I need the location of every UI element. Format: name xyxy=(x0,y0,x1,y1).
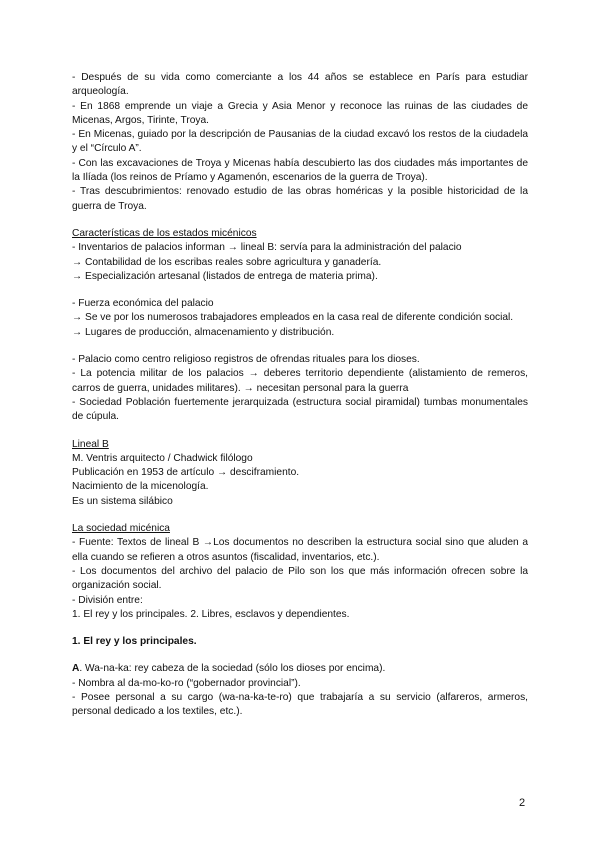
section-heading: Características de los estados micénicos xyxy=(72,227,257,239)
document-page xyxy=(72,71,528,720)
lineal-section xyxy=(72,438,528,509)
section-heading: La sociedad micénica xyxy=(72,523,170,535)
paragraph: - Nombra al da-mo-ko-ro (“gobernador provincial”). xyxy=(72,677,301,689)
paragraph: - Fuente: Textos de lineal B →Los documentos no describen la estructura social sino que aluden a ella cuando se refieren a otros asuntos (fiscalidad, inventarios, etc.). xyxy=(72,537,528,563)
paragraph: - Con las excavaciones de Troya y Micenas había descubierto las dos ciudades más importantes de la Ilíada (los reinos de Príamo y Agamenón, escenarios de la guerra de Troya). xyxy=(72,157,528,184)
paragraph: - División entre: xyxy=(72,594,143,606)
paragraph: - En 1868 emprende un viaje a Grecia y Asia Menor y reconoce las ruinas de las ciudades de Micenas, Argos, Tirinte, Troya. xyxy=(72,100,528,126)
paragraph: - La potencia militar de los palacios → deberes territorio dependiente (alistamiento de remeros, carros de guerra, unidades militares). → necesitan personal para la guerra xyxy=(72,368,528,394)
paragraph: - Inventarios de palacios informan → lineal B: servía para la administración del palacio xyxy=(72,242,462,254)
section-heading: Lineal B xyxy=(72,438,109,450)
page-number: 2 xyxy=(519,797,526,809)
paragraph: Publicación en 1953 de artículo → desciframiento. xyxy=(72,467,300,479)
paragraph: → Se ve por los numerosos trabajadores empleados en la casa real de diferente condición social. xyxy=(72,312,514,324)
paragraph: Es un sistema silábico xyxy=(72,495,173,507)
paragraph xyxy=(72,662,528,676)
item-text: . Wa-na-ka: rey cabeza de la sociedad (sólo los dioses por encima). xyxy=(79,663,386,675)
section-heading: 1. El rey y los principales. xyxy=(72,636,197,648)
sociedad-section xyxy=(72,522,528,622)
paragraph: - Palacio como centro religioso registros de ofrendas rituales para los dioses. xyxy=(72,354,420,366)
paragraph: - Sociedad Población fuertemente jerarquizada (estructura social piramidal) tumbas monumentales de cúpula. xyxy=(72,396,528,423)
paragraph: → Lugares de producción, almacenamiento y distribución. xyxy=(72,326,335,338)
paragraph: 1. El rey y los principales. 2. Libres, esclavos y dependientes. xyxy=(72,608,350,620)
paragraph: - Los documentos del archivo del palacio de Pilo son los que más información ofrecen sobre la organización social. xyxy=(72,565,528,592)
estados-section xyxy=(72,227,528,425)
paragraph: → Especialización artesanal (listados de entrega de materia prima). xyxy=(72,270,378,282)
paragraph: - En Micenas, guiado por la descripción de Pausanias de la ciudad excavó los restos de la ciudadela y el “Círculo A”. xyxy=(72,129,528,155)
paragraph: Nacimiento de la micenología. xyxy=(72,481,209,493)
paragraph: M. Ventris arquitecto / Chadwick filólogo xyxy=(72,452,253,464)
paragraph: - Tras descubrimientos: renovado estudio de las obras homéricas y la posible historicidad de la guerra de Troya. xyxy=(72,186,528,212)
paragraph: - Después de su vida como comerciante a los 44 años se establece en París para estudiar arqueología. xyxy=(72,72,528,98)
item-label: A xyxy=(72,663,80,675)
paragraph: → Contabilidad de los escribas reales sobre agricultura y ganadería. xyxy=(72,256,382,268)
paragraph: - Fuerza económica del palacio xyxy=(72,298,214,310)
paragraph: - Posee personal a su cargo (wa-na-ka-te-ro) que trabajaría a su servicio (alfareros, armeros, personal dedicado a los textiles, etc.). xyxy=(72,691,528,718)
intro-block xyxy=(72,71,528,214)
rey-section xyxy=(72,635,528,719)
